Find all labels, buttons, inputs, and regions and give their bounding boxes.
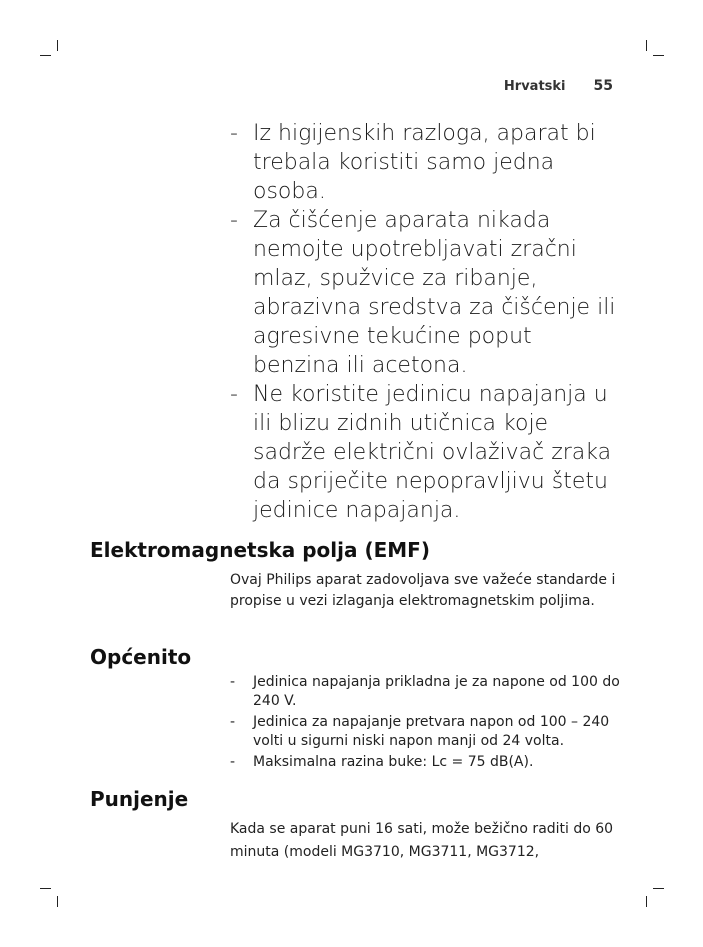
list-item: - Za čišćenje aparata nikada nemojte upotrebljavati zračni mlaz, spužvice za ribanje, abrazivna sredstva za čišćenje ili agresivne tekućine poput benzina ili acetona. (230, 208, 616, 378)
page-number: 55 (593, 78, 613, 94)
list-item: - Jedinica za napajanje pretvara napon od 100 – 240 volti u sigurni niski napon manji od 24 volta. (230, 714, 610, 749)
list-dash: - (230, 714, 236, 730)
crop-mark (40, 888, 51, 889)
crop-mark (40, 55, 51, 56)
crop-mark (646, 896, 647, 907)
list-dash: - (230, 208, 238, 233)
crop-mark (57, 896, 58, 907)
charging-paragraph: Kada se aparat puni 16 sati, može bežično raditi do 60 minuta (modeli MG3710, MG3711, MG3712, (230, 821, 614, 860)
list-dash: - (230, 674, 236, 690)
crop-mark (57, 40, 58, 51)
charging-heading: Punjenje (90, 787, 189, 811)
list-item: - Jedinica napajanja prikladna je za napone od 100 do 240 V. (230, 674, 620, 709)
list-dash: - (230, 121, 238, 146)
general-list (230, 673, 625, 774)
list-item: - Maksimalna razina buke: Lc = 75 dB(A). (230, 754, 534, 770)
list-item: - Ne koristite jedinicu napajanja u ili blizu zidnih utičnica koje sadrže električni ovlaživač zraka da spriječite nepopravljivu štetu jedinice napajanja. (230, 382, 612, 523)
page-header (504, 78, 613, 94)
crop-mark (646, 40, 647, 51)
emf-heading: Elektromagnetska polja (EMF) (90, 538, 430, 562)
crop-mark (653, 888, 664, 889)
header-language: Hrvatski (503, 79, 566, 94)
safety-list (230, 119, 620, 525)
crop-mark (653, 55, 664, 56)
emf-paragraph: Ovaj Philips aparat zadovoljava sve važeće standarde i propise u vezi izlaganja elektromagnetskim poljima. (230, 572, 616, 609)
list-item: - Iz higijenskih razloga, aparat bi trebala koristiti samo jedna osoba. (230, 121, 596, 204)
list-dash: - (230, 382, 238, 407)
general-heading: Općenito (90, 645, 192, 669)
list-dash: - (230, 754, 236, 770)
